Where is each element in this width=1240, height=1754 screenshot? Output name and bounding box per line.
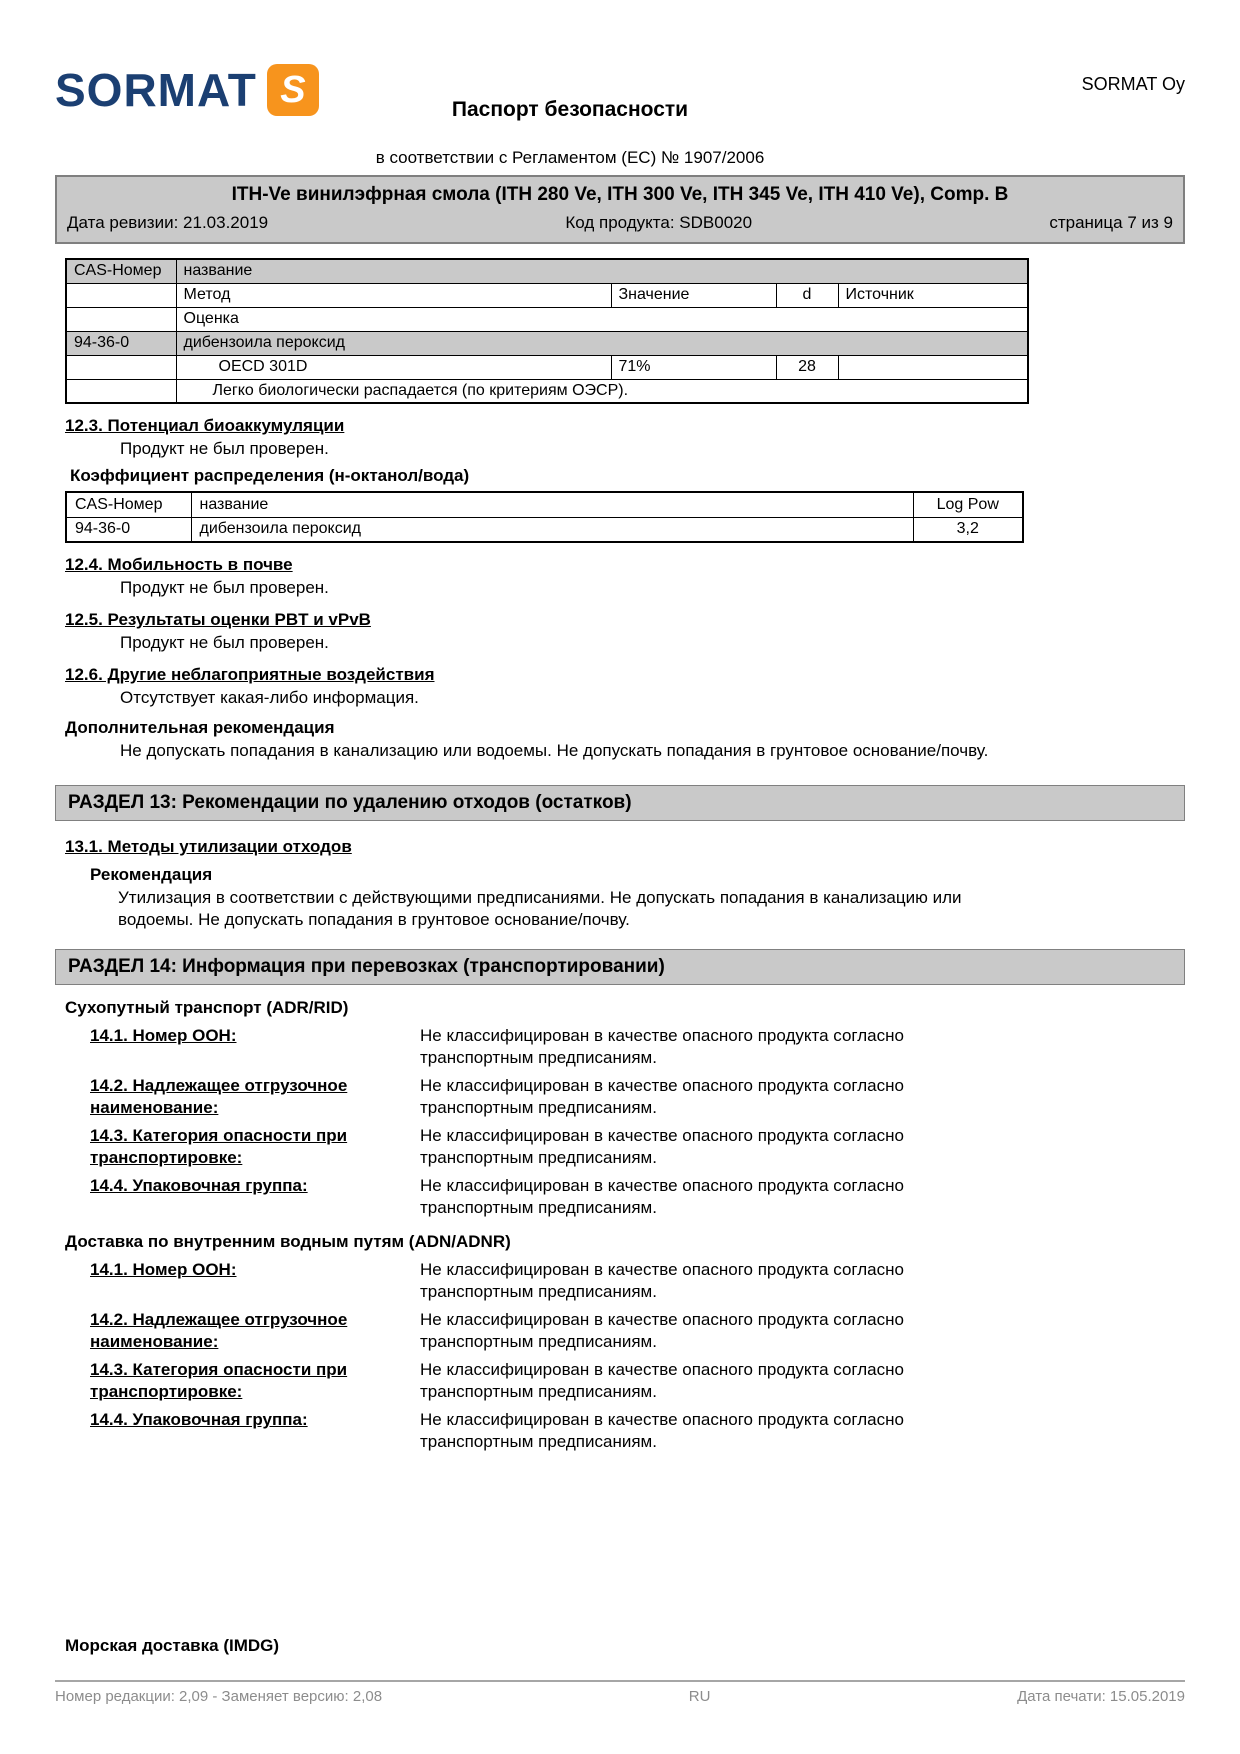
table-row: [66, 517, 1023, 542]
transport-item: [55, 1309, 1185, 1353]
additional-recommendation-body: Не допускать попадания в канализацию или водоемы. Не допускать попадания в грунтовое основание/почву.: [120, 741, 989, 760]
transport-item-value: Не классифицирован в качестве опасного продукта согласно транспортным предписаниям.: [420, 1410, 904, 1451]
table-row: [66, 355, 1028, 379]
partition-coefficient-heading: Коэффициент распределения (н-октанол/вода): [70, 466, 470, 485]
section-12-3-body: Продукт не был проверен.: [120, 439, 329, 458]
page-footer: [55, 1680, 1185, 1705]
page-number: страница 7 из 9: [1049, 213, 1173, 232]
transport-item: [55, 1259, 1185, 1303]
table-row: [66, 331, 1028, 355]
transport-item-value: Не классифицирован в качестве опасного продукта согласно транспортным предписаниям.: [420, 1360, 904, 1401]
section-13-bar: РАЗДЕЛ 13: Рекомендации по удалению отходов (остатков): [55, 785, 1185, 821]
transport-item-label: 14.2. Надлежащее отгрузочное наименование:: [90, 1310, 348, 1351]
section-12-5-heading: 12.5. Результаты оценки PBT и vPvB: [65, 610, 371, 629]
empty-cell: [66, 355, 176, 379]
section-12-6-body: Отсутствует какая-либо информация.: [120, 688, 419, 707]
transport-item-label: 14.4. Упаковочная группа:: [90, 1176, 308, 1195]
section-13-1-heading: 13.1. Методы утилизации отходов: [65, 837, 352, 856]
substance-name-cell: дибензоила пероксид: [191, 517, 913, 542]
revision-date: Дата ревизии: 21.03.2019: [67, 213, 269, 232]
table-row: [66, 259, 1028, 283]
transport-item-value: Не классифицирован в качестве опасного продукта согласно транспортным предписаниям.: [420, 1310, 904, 1351]
transport-item-label: 14.1. Номер ООН:: [90, 1260, 237, 1279]
transport-item-label: 14.3. Категория опасности при транспортировке:: [90, 1360, 348, 1401]
page-content: [0, 258, 1240, 1453]
table-row: [66, 307, 1028, 331]
transport-group-land: [55, 997, 1185, 1219]
col-header-name: название: [191, 492, 913, 517]
transport-group-inland-waterways: [55, 1231, 1185, 1453]
transport-item: [55, 1175, 1185, 1219]
col-header-method: Метод: [176, 283, 611, 307]
evaluation-cell: Оценка: [176, 307, 1028, 331]
section-12-3-heading: 12.3. Потенциал биоаккумуляции: [65, 416, 345, 435]
biodegradability-note-cell: Легко биологически распадается (по критериям ОЭСР).: [176, 379, 1028, 403]
product-title: ITH-Ve винилэфрная смола (ITH 280 Ve, ITH 300 Ve, ITH 345 Ve, ITH 410 Ve), Comp. B: [231, 184, 1009, 205]
company-name: SORMAT Oy: [1081, 74, 1185, 94]
col-header-source: Источник: [838, 283, 1028, 307]
logpow-table: [65, 491, 1024, 543]
substance-name-cell: дибензоила пероксид: [176, 331, 1028, 355]
value-cell: 71%: [611, 355, 776, 379]
degradability-table: [65, 258, 1029, 404]
cas-number-cell: 94-36-0: [66, 517, 191, 542]
transport-land-heading: Сухопутный транспорт (ADR/RID): [65, 998, 349, 1017]
table-row: [66, 379, 1028, 403]
transport-item: [55, 1025, 1185, 1069]
empty-cell: [66, 283, 176, 307]
recommendation-body: Утилизация в соответствии с действующими предписаниями. Не допускать попадания в канализацию или водоемы. Не допускать попадания в грунтовое основание/почву.: [118, 888, 962, 929]
transport-item-value: Не классифицирован в качестве опасного продукта согласно транспортным предписаниям.: [420, 1176, 904, 1217]
col-header-value: Значение: [611, 283, 776, 307]
footer-language: RU: [688, 1688, 711, 1705]
col-header-cas: CAS-Номер: [66, 492, 191, 517]
product-meta-row: [67, 211, 1173, 235]
sormat-logo-icon-letter: S: [280, 68, 306, 111]
document-title: Паспорт безопасности: [451, 98, 689, 121]
logpow-value-cell: 3,2: [913, 517, 1023, 542]
transport-item-value: Не классифицирован в качестве опасного продукта согласно транспортным предписаниям.: [420, 1026, 904, 1067]
transport-item-label: 14.1. Номер ООН:: [90, 1026, 237, 1045]
d-cell: 28: [776, 355, 838, 379]
transport-sea-heading: Морская доставка (IMDG): [65, 1636, 280, 1655]
document-subtitle: в соответствии с Регламентом (ЕС) № 1907/2006: [375, 148, 765, 167]
page-header: [0, 0, 1240, 175]
section-12-6-heading: 12.6. Другие неблагоприятные воздействия: [65, 665, 435, 684]
footer-revision: Номер редакции: 2,09 - Заменяет версию: 2,08: [55, 1688, 383, 1705]
transport-item-value: Не классифицирован в качестве опасного продукта согласно транспортным предписаниям.: [420, 1076, 904, 1117]
transport-item-label: 14.2. Надлежащее отгрузочное наименование:: [90, 1076, 348, 1117]
col-header-cas: CAS-Номер: [66, 259, 176, 283]
sormat-logo-text: SORMAT: [55, 64, 257, 116]
transport-item-label: 14.3. Категория опасности при транспортировке:: [90, 1126, 348, 1167]
section-14-bar: РАЗДЕЛ 14: Информация при перевозках (транспортировании): [55, 949, 1185, 985]
product-header-box: [55, 175, 1185, 244]
transport-item: [55, 1359, 1185, 1403]
transport-item-value: Не классифицирован в качестве опасного продукта согласно транспортным предписаниям.: [420, 1126, 904, 1167]
empty-cell: [66, 379, 176, 403]
transport-item: [55, 1409, 1185, 1453]
table-row: [66, 492, 1023, 517]
table-row: [66, 283, 1028, 307]
method-cell: OECD 301D: [176, 355, 611, 379]
col-header-name: название: [176, 259, 1028, 283]
additional-recommendation-heading: Дополнительная рекомендация: [65, 718, 335, 737]
footer-print-date: Дата печати: 15.05.2019: [1017, 1688, 1185, 1705]
section-12-5-body: Продукт не был проверен.: [120, 633, 329, 652]
product-code: Код продукта: SDB0020: [565, 213, 753, 232]
col-header-d: d: [776, 283, 838, 307]
source-cell: [838, 355, 1028, 379]
cas-number-cell: 94-36-0: [66, 331, 176, 355]
empty-cell: [66, 307, 176, 331]
recommendation-heading: Рекомендация: [90, 865, 213, 884]
transport-item-value: Не классифицирован в качестве опасного продукта согласно транспортным предписаниям.: [420, 1260, 904, 1301]
transport-item: [55, 1125, 1185, 1169]
section-12-4-heading: 12.4. Мобильность в почве: [65, 555, 293, 574]
transport-item: [55, 1075, 1185, 1119]
transport-inland-heading: Доставка по внутренним водным путям (ADN/ADNR): [65, 1232, 511, 1251]
section-12-4-body: Продукт не был проверен.: [120, 578, 329, 597]
transport-item-label: 14.4. Упаковочная группа:: [90, 1410, 308, 1429]
col-header-logpow: Log Pow: [913, 492, 1023, 517]
